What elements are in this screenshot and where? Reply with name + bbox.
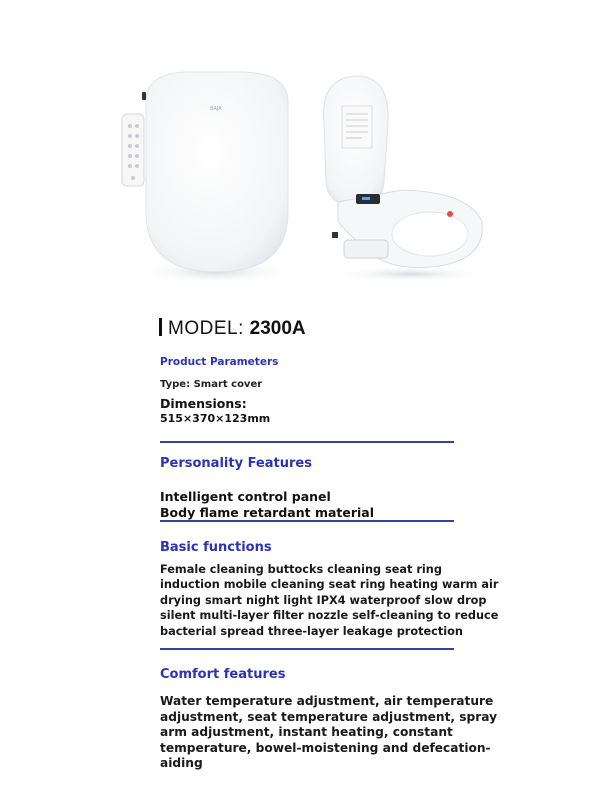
model-number: 2300A [249, 318, 306, 339]
brand-mark: BAJA [210, 106, 222, 112]
basic-heading: Basic functions [160, 540, 272, 555]
divider-rule [160, 441, 454, 443]
dimensions-value: 515×370×123mm [160, 412, 271, 425]
product-image [110, 62, 500, 302]
personality-heading: Personality Features [160, 456, 312, 471]
model-divider-bar [159, 318, 162, 336]
type-line: Type: Smart cover [160, 379, 263, 390]
personality-item: Intelligent control panel [160, 489, 331, 504]
comfort-heading: Comfort features [160, 667, 286, 682]
divider-rule [160, 520, 454, 522]
divider-rule [160, 648, 454, 650]
closed-seat-illustration [122, 72, 296, 284]
personality-item: Body flame retardant material [160, 505, 375, 520]
model-heading [159, 318, 306, 340]
basic-functions-text: Female cleaning buttocks cleaning seat ring induction mobile cleaning seat ring heating warm air drying smart night light IPX4 waterproof slow drop silent multi-layer filter nozzle self-cleaning to reduce bacterial spread three-layer leakage protection [160, 563, 499, 638]
comfort-features-text: Water temperature adjustment, air temperature adjustment, seat temperature adjustment, spray arm adjustment, instant heating, constant temperature, bowel-moistening and defecation-aiding [160, 694, 498, 771]
model-label: MODEL: [168, 318, 244, 339]
parameters-heading: Product Parameters [160, 356, 279, 368]
open-seat-illustration [324, 76, 490, 282]
dimensions-label: Dimensions: [160, 396, 247, 411]
